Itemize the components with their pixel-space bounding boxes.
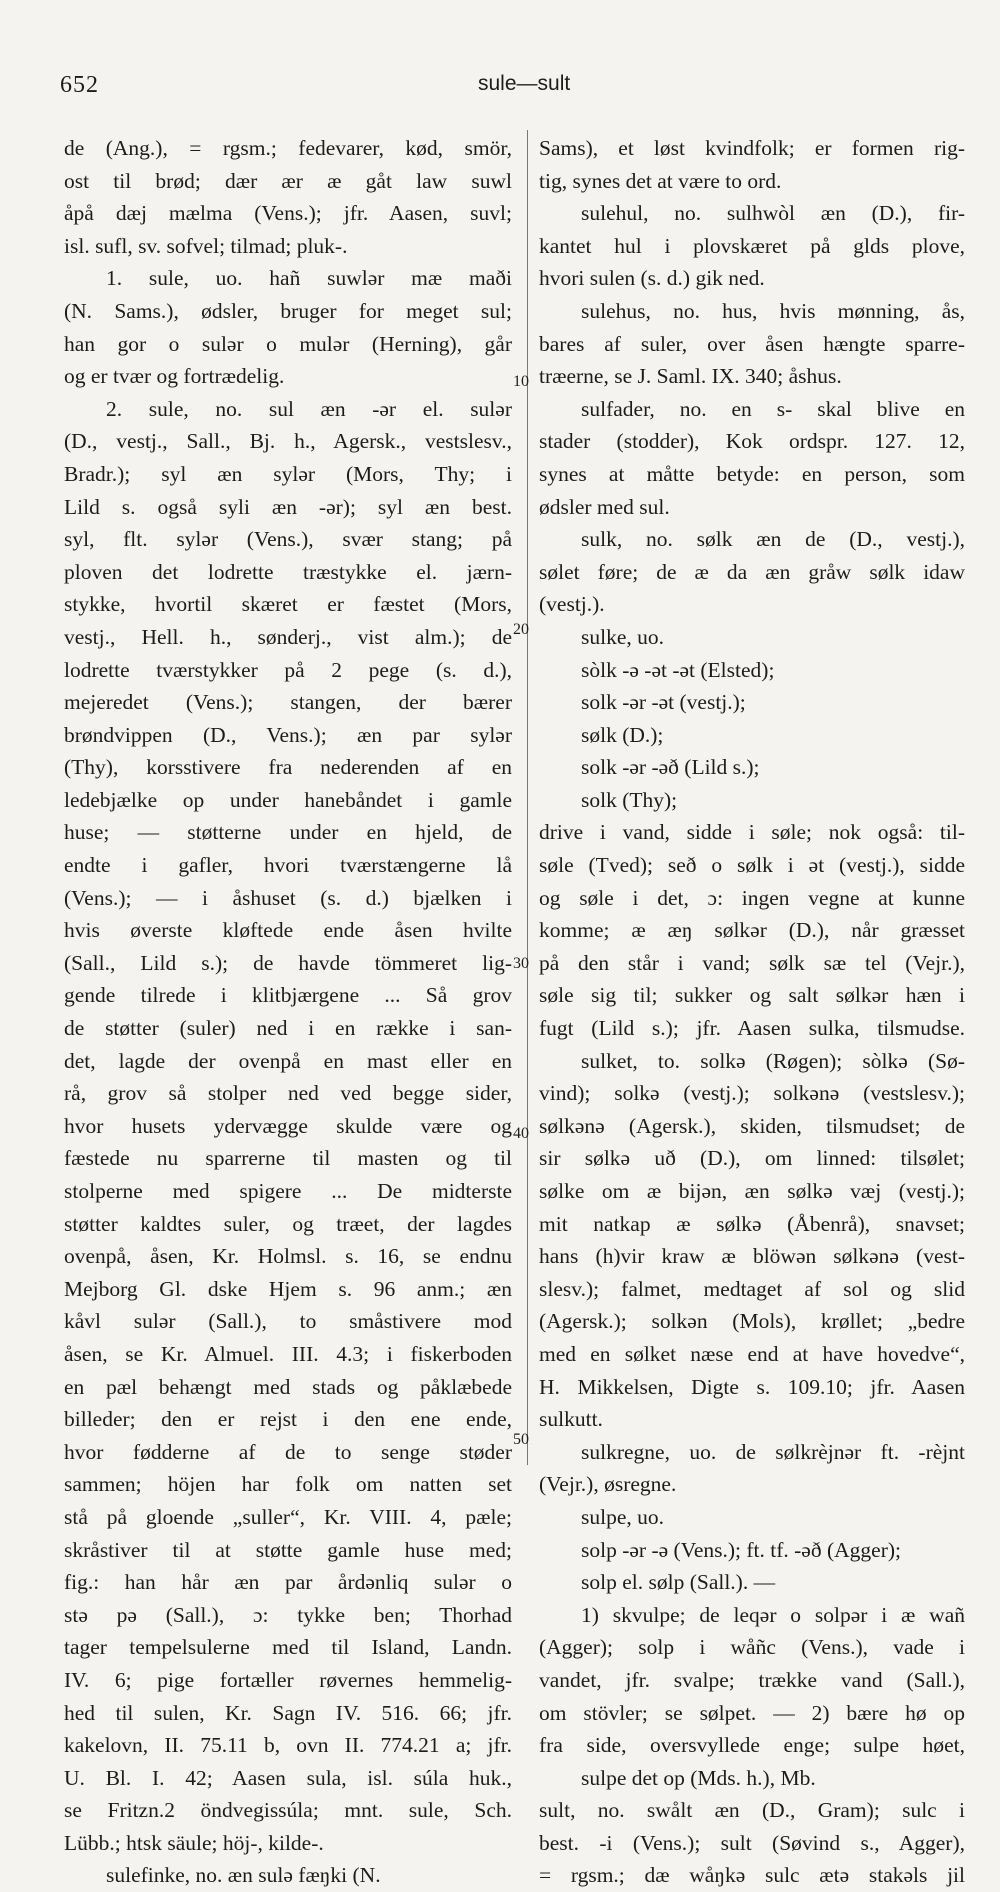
text-line: tig, synes det at være to ord. [539,168,782,193]
text-line: (Vens.); — i åshuset (s. d.) bjælken i [64,885,512,910]
text-line: åpå dæj mælma (Vens.); jfr. Aasen, suvl; [64,201,512,226]
text-line: (N. Sams.), ødsler, bruger for meget sul; [64,298,512,323]
text-line: synes at måtte betyde: en person, som [539,461,965,486]
text-line: sulfader, no. en s- skal blive en [581,396,965,421]
text-line: se Fritzn.2 öndvegissúla; mnt. sule, Sch. [64,1798,512,1823]
text-line: hans (h)vir kraw æ blöwən sølkənə (vest- [539,1244,965,1269]
text-line: drive i vand, sidde i søle; nok også: til- [539,820,965,845]
text-line: sølet føre; de æ da æn gråw sølk idaw [539,559,965,584]
text-line: U. Bl. I. 42; Aasen sula, isl. súla huk., [64,1765,512,1790]
text-line: gende tilrede i klitbjærgene ... Så grov [64,983,512,1008]
page-header [60,72,950,112]
column-divider [527,130,528,1465]
text-line: sulehul, no. sulhwòl æn (D.), fir- [581,201,965,226]
text-line: lodrette tværstykker på 2 pege (s. d.), [64,657,512,682]
text-line: det, lagde der ovenpå en mast eller en [64,1048,512,1073]
text-line: træerne, se J. Saml. IX. 340; åshus. [539,364,842,389]
text-line: de støtter (suler) ned i en række i san- [64,1016,512,1041]
text-line: sulefinke, no. æn sulə fæŋki (N. [106,1863,381,1888]
text-line: slesv.); falmet, medtaget af sol og slid [539,1276,965,1301]
text-line: sulpe det op (Mds. h.), Mb. [581,1765,816,1790]
text-line: sulk, no. sølk æn de (D., vestj.), [581,527,965,552]
text-line: (vestj.). [539,592,605,617]
text-line: 2. sule, no. sul æn -ər el. sulər [106,396,512,421]
running-head: sule—sult [478,72,571,95]
text-line: brøndvippen (D., Vens.); æn par sylər [64,722,512,747]
text-line: Mejborg Gl. dske Hjem s. 96 anm.; æn [64,1276,512,1301]
text-line: sulpe, uo. [581,1504,665,1529]
text-line: (Vejr.), øsregne. [539,1472,677,1497]
text-line: sòlk -ə -ət -ət (Elsted); [581,657,775,682]
text-line: fig.: han hår æn par årdənliq sulər o [64,1570,512,1595]
text-line: ost til brød; dær ær æ gåt law suwl [64,168,512,193]
text-line: sølk (D.); [581,722,664,747]
text-line: ploven det lodrette træstykke el. jærn- [64,559,512,584]
text-line: fra side, oversvyllede enge; sulpe høet, [539,1733,965,1758]
text-line: ødsler med sul. [539,494,670,519]
text-line: stader (stodder), Kok ordspr. 127. 12, [539,429,965,454]
text-line: billeder; den er rejst i den ene ende, [64,1407,512,1432]
text-line: isl. sufl, sv. sofvel; tilmad; pluk-. [64,233,348,258]
text-line: kakelovn, II. 75.11 b, ovn II. 774.21 a; jfr. [64,1733,512,1758]
line-marker-30: 30 [513,955,529,972]
text-line: fæstede nu sparrerne til masten og til [64,1146,512,1171]
text-line: solp -ər -ə (Vens.); ft. tf. -əð (Agger); [581,1537,901,1562]
text-line: med en sølket næse end at have hovedve“, [539,1341,965,1366]
text-line: 1. sule, uo. hañ suwlər mæ maði [106,266,512,291]
line-marker-10: 10 [513,373,529,390]
text-line: (Agersk.); solkən (Mols), krøllet; „bedre [539,1309,965,1334]
text-line: skråstiver til at støtte gamle huse med; [64,1537,512,1562]
text-line: vind); solkə (vestj.); solkənə (vestslesv.); [539,1081,965,1106]
text-line: endte i gafler, hvori tværstængerne lå [64,853,512,878]
text-line: hvori sulen (s. d.) gik ned. [539,266,765,291]
text-line: = rgsm.; dæ wåŋkə sulc ætə stakəls jil [539,1863,965,1888]
text-line: stykke, hvortil skæret er fæstet (Mors, [64,592,512,617]
text-line: (Thy), korsstivere fra nederenden af en [64,755,512,780]
text-line: syl, flt. sylər (Vens.), svær stang; på [64,527,512,552]
text-line: søle sig til; sukker og salt sølkər hæn i [539,983,965,1008]
text-line: sulehus, no. hus, hvis mønning, ås, [581,298,965,323]
text-line: sammen; höjen har folk om natten set [64,1472,512,1497]
text-line: (Sall., Lild s.); de havde tömmeret lig- [64,950,512,975]
text-line: huse; — støtterne under en hjeld, de [64,820,512,845]
text-line: tager tempelsulerne med til Island, Landn. [64,1635,512,1660]
text-line: (D., vestj., Sall., Bj. h., Agersk., vestslesv., [64,429,512,454]
text-line: Lild s. også syli æn -ər); syl æn best. [64,494,512,519]
text-line: sulkregne, uo. de sølkrèjnər ft. -rèjnt [581,1439,965,1464]
text-line: en pæl behængt med stads og påklæbede [64,1374,512,1399]
text-line: sult, no. swålt æn (D., Gram); sulc i [539,1798,965,1823]
text-line: mejeredet (Vens.); stangen, der bærer [64,690,512,715]
text-line: best. -i (Vens.); sult (Søvind s., Agger), [539,1830,965,1855]
text-line: sir sølkə uð (D.), om linned: tilsølet; [539,1146,965,1171]
text-line: Lübb.; htsk säule; höj-, kilde-. [64,1830,324,1855]
text-line: han gor o sulər o mulər (Herning), går [64,331,512,356]
text-line: og søle i det, ɔ: ingen vegne at kunne [539,885,965,910]
text-line: sulket, to. solkə (Røgen); sòlkə (Sø- [581,1048,965,1073]
text-line: solp el. sølp (Sall.). — [581,1570,776,1595]
text-line: vandet, jfr. svalpe; trække vand (Sall.), [539,1667,965,1692]
text-line: komme; æ æŋ sølkər (D.), når græsset [539,918,965,943]
text-line: hvor husets ydervægge skulde være og [64,1113,512,1138]
text-line: solk (Thy); [581,787,678,812]
left-column [64,132,512,1892]
right-column [539,132,965,1892]
text-line: H. Mikkelsen, Digte s. 109.10; jfr. Aasen [539,1374,965,1399]
page-number: 652 [60,72,99,98]
text-line: støtter kaldtes suler, og træet, der lagdes [64,1211,512,1236]
text-line: stə pə (Sall.), ɔ: tykke ben; Thorhad [64,1602,512,1627]
text-line: åsen, se Kr. Almuel. III. 4.3; i fiskerboden [64,1341,512,1366]
text-line: ledebjælke op under hanebåndet i gamle [64,787,512,812]
text-line: hvis øverste kløftede ende åsen hvilte [64,918,512,943]
text-line: fugt (Lild s.); jfr. Aasen sulka, tilsmudse. [539,1016,965,1041]
text-line: hed til sulen, Kr. Sagn IV. 516. 66; jfr. [64,1700,512,1725]
text-line: hvor fødderne af de to senge støder [64,1439,512,1464]
line-marker-40: 40 [513,1125,529,1142]
text-line: 1) skvulpe; de leqər o solpər i æ wañ [581,1602,965,1627]
text-line: Bradr.); syl æn sylər (Mors, Thy; i [64,461,512,486]
text-line: Sams), et løst kvindfolk; er formen rig- [539,136,965,160]
text-line: og er tvær og fortrædelig. [64,364,285,389]
text-line: stå på gloende „suller“, Kr. VIII. 4, pæle; [64,1504,512,1529]
text-line: kåvl sulər (Sall.), to småstivere mod [64,1309,512,1334]
text-line: de (Ang.), = rgsm.; fedevarer, kød, smör, [64,136,512,160]
text-line: sulke, uo. [581,624,665,649]
text-line: rå, grov så stolper ned ved begge sider, [64,1081,512,1106]
text-line: vestj., Hell. h., sønderj., vist alm.); de [64,624,512,649]
text-line: mit natkap æ sølkə (Åbenrå), snavset; [539,1211,965,1236]
text-line: bares af suler, over åsen hængte sparre- [539,331,965,356]
text-line: på den står i vand; sølk sæ tel (Vejr.), [539,950,965,975]
text-line: (Agger); solp i wåñc (Vens.), vade i [539,1635,965,1660]
text-line: kantet hul i plovskæret på glds plove, [539,233,965,258]
text-line: søle (Tved); seð o sølk i ət (vestj.), sidde [539,853,965,878]
text-line: sulkutt. [539,1407,603,1432]
text-line: solk -ər -ət (vestj.); [581,690,746,715]
line-marker-20: 20 [513,621,529,638]
text-line: sølke om æ bijən, æn sølkə væj (vestj.); [539,1179,965,1203]
text-line: solk -ər -əð (Lild s.); [581,755,760,780]
line-marker-50: 50 [513,1431,529,1448]
text-line: sølkənə (Agersk.), skiden, tilsmudset; de [539,1113,965,1138]
text-line: IV. 6; pige fortæller røvernes hemmelig- [64,1667,512,1692]
text-line: stolperne med spigere ... De midterste [64,1179,512,1203]
text-line: ovenpå, åsen, Kr. Holmsl. s. 16, se endnu [64,1244,512,1269]
text-line: om stövler; se sølpet. — 2) bære hø op [539,1700,965,1725]
